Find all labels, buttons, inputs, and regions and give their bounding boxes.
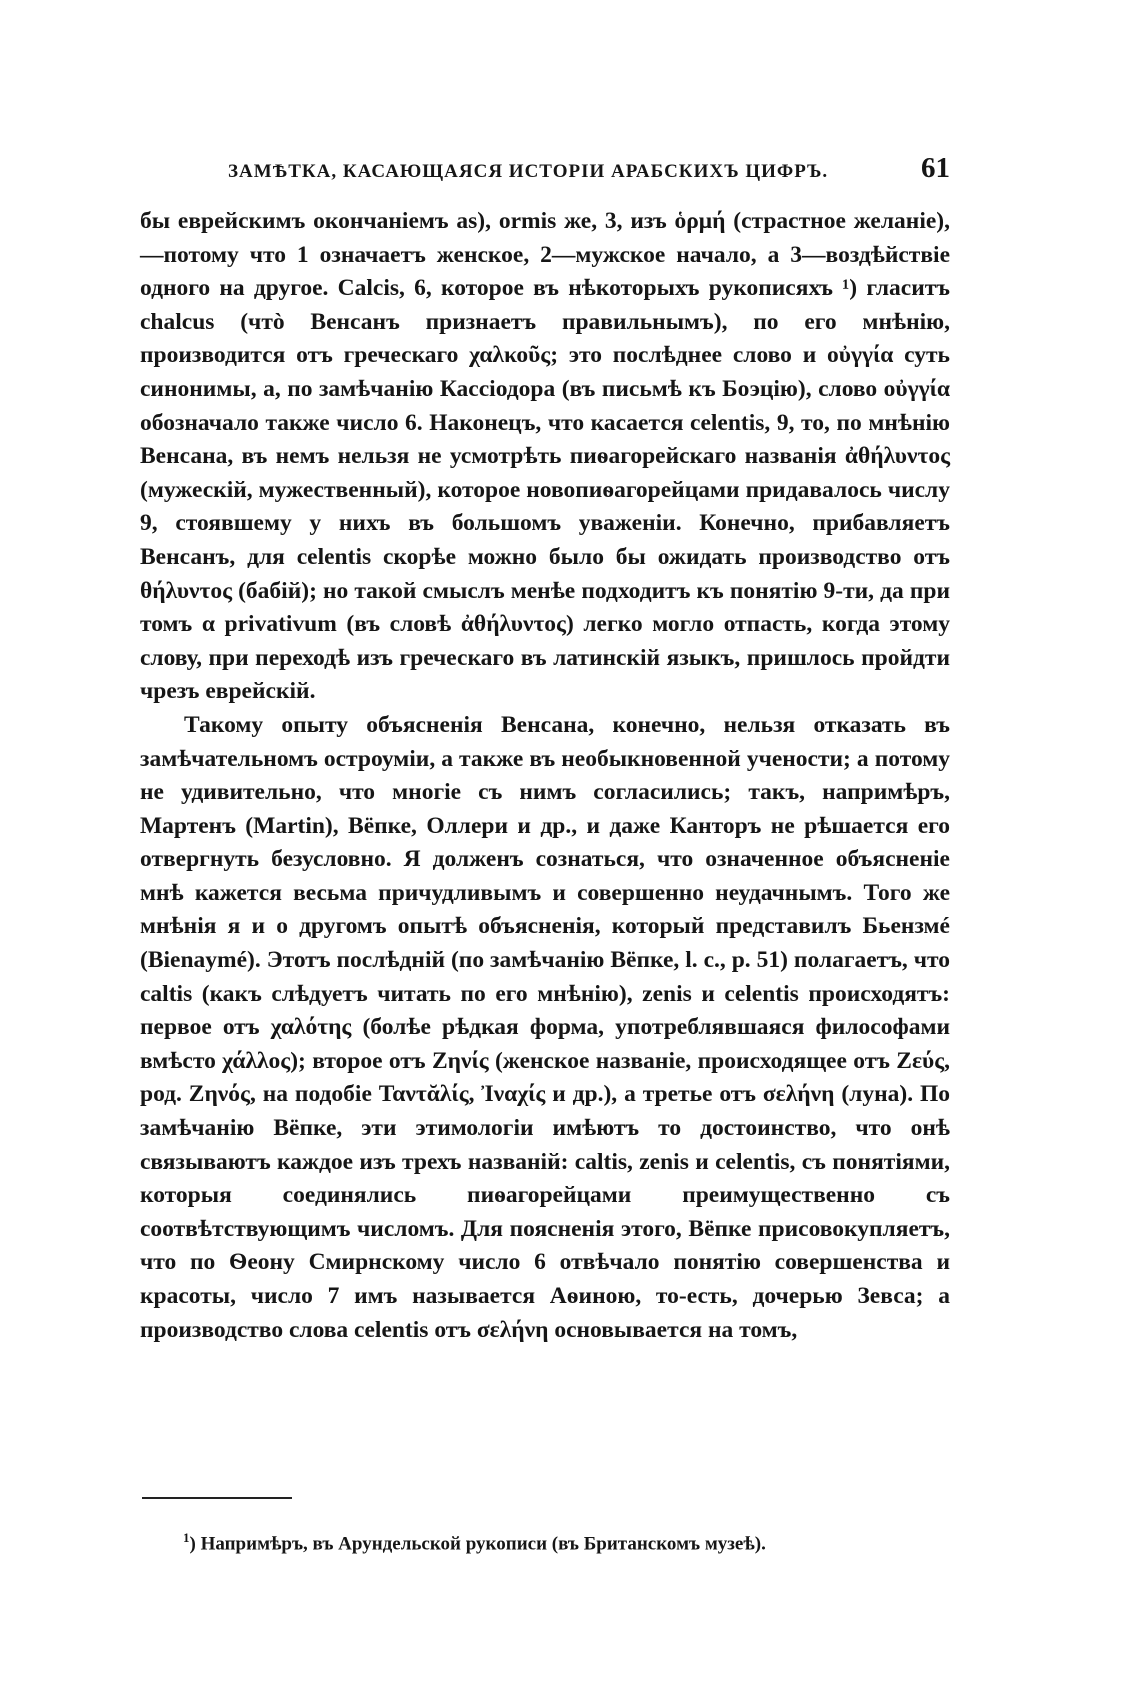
footnote-text: ) Напримѣръ, въ Арундельской рукописи (въ Британскомъ музеѣ). (189, 1533, 766, 1555)
body-text (140, 205, 950, 1347)
footnote (183, 1530, 943, 1555)
paragraph-1: бы еврейскимъ окончаніемъ as), ormis же, 3, изъ ὁρμή (страстное желаніе),—потому что 1 означаетъ женское, 2—мужское начало, а 3—воздѣйствіе одного на другое. Calcis, 6, которое въ нѣкоторыхъ рукописяхъ ¹) гласитъ chalcus (чтò Венсанъ признаетъ правильнымъ), по его мнѣнію, производится отъ греческаго χαλκοῦς; это послѣднее слово и οὐγγία суть синонимы, а, по замѣчанію Кассіодора (въ письмѣ къ Боэцію), слово οὐγγία обозначало также число 6. Наконецъ, что касается celentis, 9, то, по мнѣнію Венсана, въ немъ нельзя не усмотрѣть пиѳагорейскаго названія ἀθήλυντος (мужескій, мужественный), которое новопиѳагорейцами придавалось числу 9, стоявшему у нихъ въ большомъ уваженіи. Конечно, прибавляетъ Венсанъ, для celentis скорѣе можно было бы ожидать производство отъ θήλυντος (бабій); но такой смыслъ менѣе подходитъ къ понятію 9-ти, да при томъ α privativum (въ словѣ ἀθήλυντος) легко могло отпасть, когда этому слову, при переходѣ изъ греческаго въ латинскій языкъ, пришлось пройдти чрезъ еврейскій. (140, 208, 950, 705)
page-number: 61 (921, 152, 950, 184)
page-header (140, 152, 950, 185)
running-title: ЗАМѢТКА, КАСАЮЩАЯСЯ ИСТОРІИ АРАБСКИХЪ ЦИФРЪ. (228, 161, 829, 182)
footnote-divider (142, 1497, 292, 1499)
paragraph-2: Такому опыту объясненія Венсана, конечно, нельзя отказать въ замѣчательномъ остроуміи, а также въ необыкновенной учености; а потому не удивительно, что многіе съ нимъ согласились; такъ, напримѣръ, Мартенъ (Martin), Вёпке, Оллери и др., и даже Канторъ не рѣшается его отвергнуть безусловно. Я долженъ сознаться, что означенное объясненіе мнѣ кажется весьма причудливымъ и совершенно неудачнымъ. Того же мнѣнія я и о другомъ опытѣ объясненія, который представилъ Бьензмé (Bienaymé). Этотъ послѣдній (по замѣчанію Вёпке, l. c., p. 51) полагаетъ, что caltis (какъ слѣдуетъ читать по его мнѣнію), zenis и celentis происходятъ: первое отъ χαλότης (болѣе рѣдкая форма, употреблявшаяся философами вмѣсто χάλλος); второе отъ Ζηνίς (женское названіе, происходящее отъ Ζεύς, род. Ζηνός, на подобіе Ταντᾰλίς, Ἰναχίς и др.), а третье отъ σελήνη (луна). По замѣчанію Вёпке, эти этимологіи имѣютъ то достоинство, что онѣ связываютъ каждое изъ трехъ названій: caltis, zenis и celentis, съ понятіями, которыя соединялись пиѳагорейцами преимущественно съ соотвѣтствующимъ числомъ. Для поясненія этого, Вёпке присовокупляетъ, что по Ѳеону Смирнскому число 6 отвѣчало понятію совершенства и красоты, число 7 имъ называется Аѳиною, то-есть, дочерью Зевса; а производство слова celentis отъ σελήνη основывается на томъ, (140, 711, 950, 1343)
footnote-marker: 1 (183, 1530, 190, 1545)
